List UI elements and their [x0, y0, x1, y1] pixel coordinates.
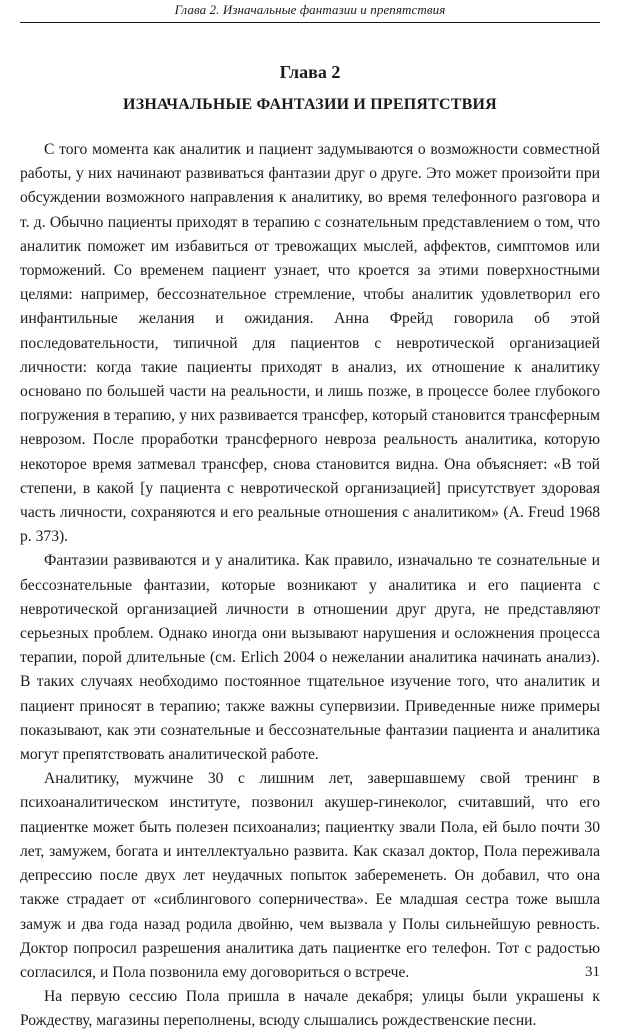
chapter-number: Глава 2 — [279, 62, 341, 82]
running-header: Глава 2. Изначальные фантазии и препятствия — [20, 0, 600, 23]
paragraph: С того момента как аналитик и пациент задумываются о возможности совместной работы, у них начинают развиваться фантазии друг о друге. Это может произойти при обсуждении возможного направления к аналитику, во время телефонного разговора и т. д. Обычно пациенты приходят в терапию с сознательным представлением о том, что аналитик поможет им избавиться от тревожащих мыслей, аффектов, симптомов или торможений. Со временем пациент узнает, что кроется за этими поверхностными целями: например, бессознательное стремление, чтобы аналитик удовлетворил его инфантильные желания и ожидания. Анна Фрейд говорила об этой последовательности, типичной для пациентов с невротической организацией личности: когда такие пациенты приходят в анализ, их отношение к аналитику основано по большей части на реальности, и лишь позже, в процессе более глубокого погружения в терапию, у них развивается трансфер, который становится трансферным неврозом. После проработки трансферного невроза реальность аналитика, которую некоторое время затмевал трансфер, снова становится видна. Она объясняет: «В той степени, в какой [у пациента с невротической организацией] присутствует здоровая часть личности, сохраняются и его реальные отношения с аналитиком» (A. Freud 1968 p. 373). — [20, 141, 600, 546]
chapter-title: ИЗНАЧАЛЬНЫЕ ФАНТАЗИИ И ПРЕПЯТСТВИЯ — [123, 96, 497, 113]
paragraph: На первую сессию Пола пришла в начале декабря; улицы были украшены к Рождеству, магазины переполнены, всюду слышались рождественские песни. — [20, 988, 600, 1030]
body-text — [20, 138, 600, 1034]
page-number: 31 — [585, 964, 600, 980]
paragraph: Аналитику, мужчине 30 с лишним лет, завершавшему свой тренинг в психоаналитическом институте, позвонил акушер-гинеколог, считавший, что его пациентке может быть полезен психоанализ; пациентку звали Пола, ей было почти 30 лет, замужем, богата и интеллектуально развита. Как сказал доктор, Пола переживала депрессию после двух лет неудачных попыток забеременеть. Он добавил, что она также страдает от «сиблингового соперничества». Ее младшая сестра тоже вышла замуж и два года назад родила двойню, чем вызвала у Полы сильнейшую ревность. Доктор попросил разрешения аналитика дать пациентке его телефон. Тот с радостью согласился, и Пола позвонила ему договориться о встрече. — [20, 770, 600, 981]
paragraph: Фантазии развиваются и у аналитика. Как правило, изначально те сознательные и бессознательные фантазии, которые возникают у аналитика и его пациента с невротической организацией личности в отношении друг друга, не представляют серьезных проблем. Однако иногда они вызывают нарушения и осложнения процесса терапии, порой длительные (см. Erlich 2004 о нежелании аналитика начинать анализ). В таких случаях необходимо постоянное тщательное изучение того, что аналитик и пациент приносят в терапию; также важны супервизии. Приведенные ниже примеры показывают, как эти сознательные и бессознательные фантазии пациента и аналитика могут препятствовать аналитической работе. — [20, 552, 600, 764]
